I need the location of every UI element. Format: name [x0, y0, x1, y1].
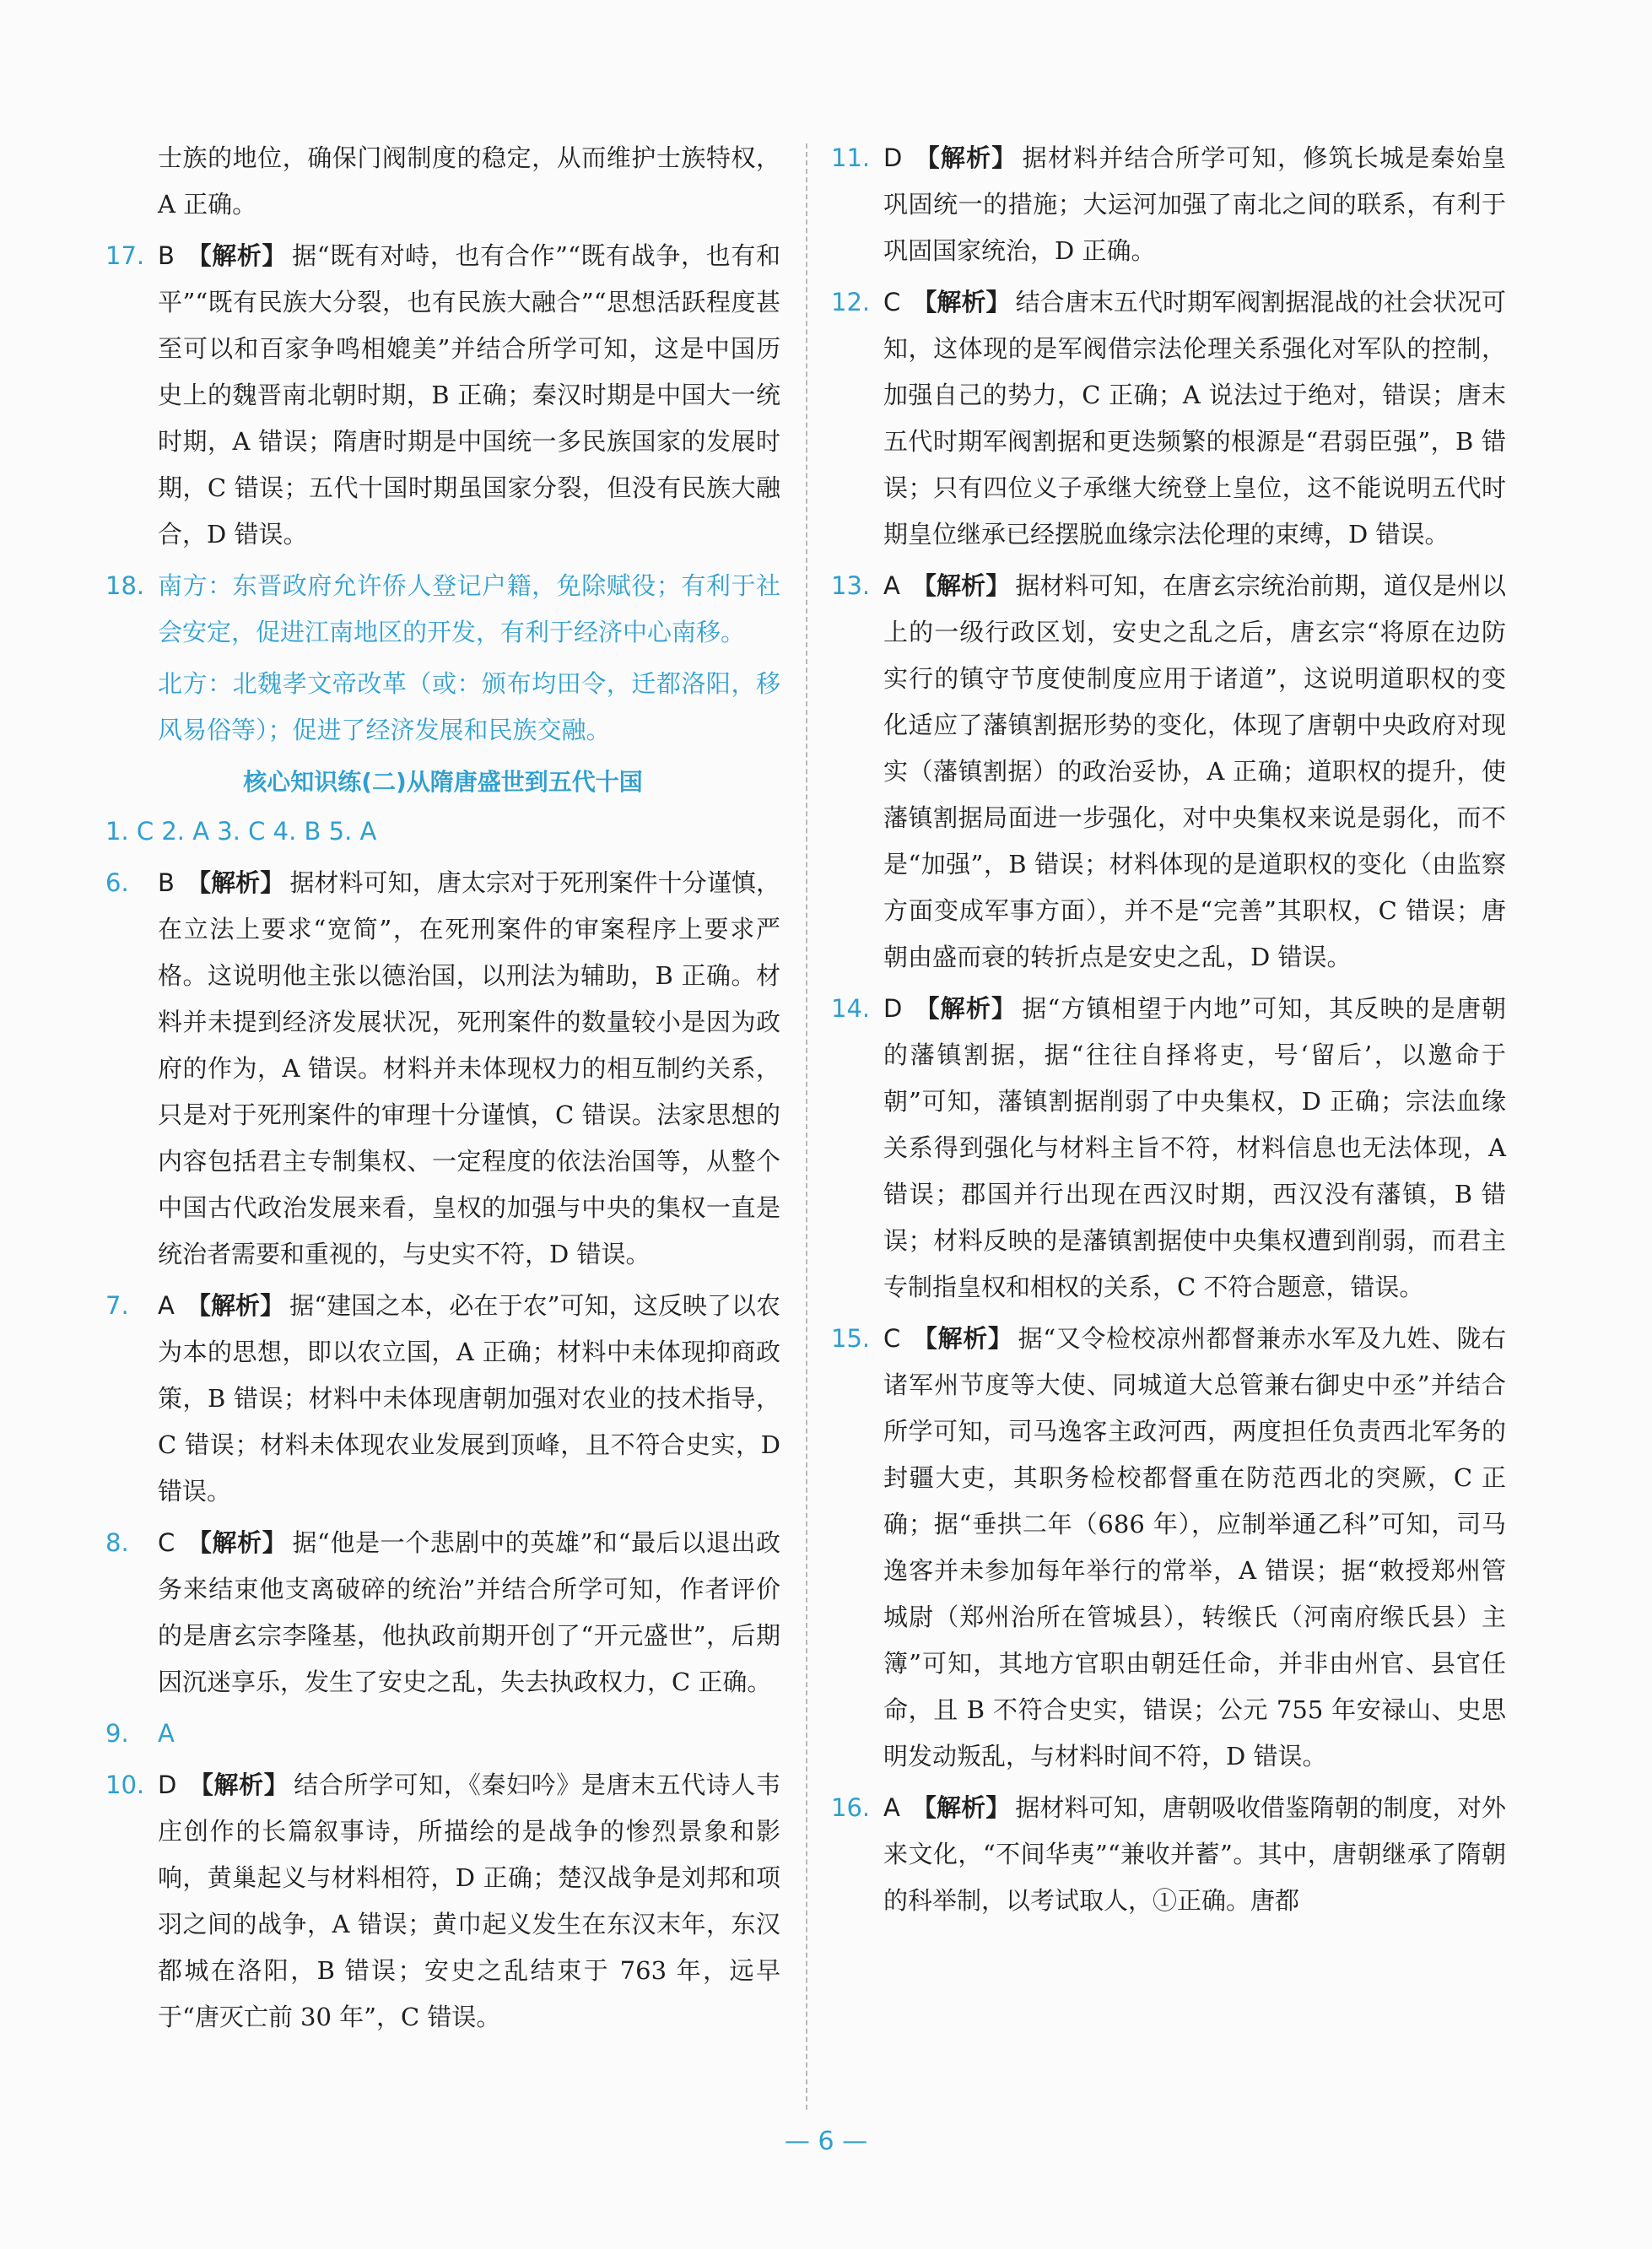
- analysis-tag: 【解析】: [914, 994, 1018, 1023]
- question-11: [831, 135, 1506, 274]
- question-number: 7.: [105, 1291, 129, 1320]
- answer-letter: B: [158, 241, 175, 270]
- question-number: 18.: [105, 571, 145, 600]
- analysis-tag: 【解析】: [186, 241, 288, 270]
- analysis-tag: 【解析】: [912, 288, 1011, 316]
- question-17: [105, 233, 780, 558]
- analysis-tag: 【解析】: [186, 1291, 285, 1320]
- question-number: 9.: [105, 1719, 129, 1748]
- analysis-text: 据材料并结合所学可知，修筑长城是秦始皇巩固统一的措施；大运河加强了南北之间的联系，有利于巩固国家统治，D 正确。: [883, 143, 1506, 265]
- question-10: [105, 1762, 780, 2041]
- question-number: 12.: [831, 288, 871, 316]
- left-column: [105, 135, 780, 2046]
- question-15: [831, 1316, 1506, 1780]
- analysis-text: 据“他是一个悲剧中的英雄”和“最后以退出政务来结束他支离破碎的统治”并结合所学可知，作者评价的是唐玄宗李隆基，他执政前期开创了“开元盛世”，后期因沉迷享乐，发生了安史之乱，失去执政权力，C 正确。: [158, 1528, 780, 1696]
- continued-text: 士族的地位，确保门阀制度的稳定，从而维护士族特权，A 正确。: [158, 143, 780, 219]
- page-number: — 6 —: [784, 2127, 868, 2156]
- analysis-text: 据材料可知，唐朝吸收借鉴隋朝的制度，对外来文化，“不间华夷”“兼收并蓄”。其中，唐朝继承了隋朝的科举制，以考试取人，①正确。唐都: [883, 1793, 1506, 1915]
- analysis-tag: 【解析】: [912, 1324, 1013, 1353]
- analysis-text: 据材料可知，唐太宗对于死刑案件十分谨慎，在立法上要求“宽简”，在死刑案件的审案程序上要求严格。这说明他主张以德治国，以刑法为辅助，B 正确。材料并未提到经济发展状况，死刑案件的数量较小是因为政府的作为，A 错误。材料并未体现权力的相互制约关系，只是对于死刑案件的审理十分谨慎，C 错误。法家思想的内容包括君主专制集权、一定程度的依法治国等，从整个中国古代政治发展来看，皇权的加强与中央的集权一直是统治者需要和重视的，与史实不符，D 错误。: [158, 868, 780, 1268]
- analysis-text: 结合唐末五代时期军阀割据混战的社会状况可知，这体现的是军阀借宗法伦理关系强化对军队的控制，加强自己的势力，C 正确；A 说法过于绝对，错误；唐末五代时期军阀割据和更迭频繁的根源是“君弱臣强”，B 错误；只有四位义子承继大统登上皇位，这不能说明五代时期皇位继承已经摆脱血缘宗法伦理的束缚，D 错误。: [883, 288, 1506, 549]
- answer-letter: B: [158, 868, 175, 897]
- question-13: [831, 563, 1506, 981]
- analysis-tag: 【解析】: [186, 868, 285, 897]
- analysis-text: 据“又令检校凉州都督兼赤水军及九姓、陇右诸军州节度等大使、同城道大总管兼右御史中丞”并结合所学可知，司马逸客主政河西，两度担任负责西北军务的封疆大吏，其职务检校都督重在防范西北的突厥，C 正确；据“垂拱二年（686 年），应制举通乙科”可知，司马逸客并未参加每年举行的常举，A 错误；据“敕授郑州管城尉（郑州治所在管城县），转缑氏（河南府缑氏县）主簿”可知，其地方官职由朝廷任命，并非由州官、县官任命，且 B 不符合史实，错误；公元 755 年安禄山、史思明发动叛乱，与材料时间不符，D 错误。: [883, 1324, 1506, 1771]
- answer-letter: A: [158, 1719, 175, 1748]
- right-column: [831, 135, 1506, 1929]
- section-title: 核心知识练(二)从隋唐盛世到五代十国: [243, 768, 643, 796]
- column-divider: [806, 143, 807, 2110]
- analysis-text: 结合所学可知，《秦妇吟》是唐末五代诗人韦庄创作的长篇叙事诗，所描绘的是战争的惨烈景象和影响，黄巢起义与材料相符，D 正确；楚汉战争是刘邦和项羽之间的战争，A 错误；黄巾起义发生在东汉末年，东汉都城在洛阳，B 错误；安史之乱结束于 763 年，远早于“唐灭亡前 30 年”，C 错误。: [158, 1771, 780, 2031]
- answer-letter: C: [883, 288, 901, 316]
- question-12: [831, 279, 1506, 558]
- question-number: 17.: [105, 241, 145, 270]
- question-9: [105, 1711, 780, 1757]
- analysis-text: 据“方镇相望于内地”可知，其反映的是唐朝的藩镇割据，据“往往自择将吏，号‘留后’，以邀命于朝”可知，藩镇割据削弱了中央集权，D 正确；宗法血缘关系得到强化与材料主旨不符，材料信息也无法体现，A 错误；郡国并行出现在西汉时期，西汉没有藩镇，B 错误；材料反映的是藩镇割据使中央集权遭到削弱，而君主专制指皇权和相权的关系，C 不符合题意，错误。: [883, 994, 1506, 1301]
- question-number: 6.: [105, 868, 129, 897]
- choice-answers-row: 1. C 2. A 3. C 4. B 5. A: [105, 817, 377, 846]
- question-number: 11.: [831, 143, 871, 172]
- answer-letter: A: [883, 1793, 900, 1822]
- question-number: 16.: [831, 1793, 871, 1822]
- analysis-tag: 【解析】: [911, 1793, 1011, 1822]
- question-18: [105, 563, 780, 656]
- question-7: [105, 1283, 780, 1515]
- answer-letter: D: [883, 143, 903, 172]
- answer-letter: C: [158, 1528, 175, 1557]
- answer-south: 南方：东晋政府允许侨人登记户籍，免除赋役；有利于社会安定，促进江南地区的开发，有利于经济中心南移。: [158, 571, 780, 646]
- question-number: 10.: [105, 1771, 145, 1799]
- answer-letter: A: [158, 1291, 175, 1320]
- question-6: [105, 860, 780, 1278]
- answer-letter: C: [883, 1324, 901, 1353]
- analysis-tag: 【解析】: [188, 1771, 289, 1799]
- question-number: 8.: [105, 1528, 129, 1557]
- analysis-tag: 【解析】: [911, 571, 1011, 600]
- answer-letter: D: [883, 994, 903, 1023]
- answer-letter: D: [158, 1771, 177, 1799]
- question-number: 14.: [831, 994, 871, 1023]
- analysis-text: 据“既有对峙，也有合作”“既有战争，也有和平”“既有民族大分裂，也有民族大融合”“思想活跃程度甚至可以和百家争鸣相媲美”并结合所学可知，这是中国历史上的魏晋南北朝时期，B 正确；秦汉时期是中国大一统时期，A 错误；隋唐时期是中国统一多民族国家的发展时期，C 错误；五代十国时期虽国家分裂，但没有民族大融合，D 错误。: [158, 241, 780, 549]
- analysis-tag: 【解析】: [914, 143, 1018, 172]
- question-14: [831, 986, 1506, 1311]
- question-16: [831, 1785, 1506, 1924]
- analysis-text: 据材料可知，在唐玄宗统治前期，道仅是州以上的一级行政区划，安史之乱之后，唐玄宗“将原在边防实行的镇守节度使制度应用于诸道”，这说明道职权的变化适应了藩镇割据形势的变化，体现了唐朝中央政府对现实（藩镇割据）的政治妥协，A 正确；道职权的提升，使藩镇割据局面进一步强化，对中央集权来说是弱化，而不是“加强”，B 错误；材料体现的是道职权的变化（由监察方面变成军事方面），并不是“完善”其职权，C 错误；唐朝由盛而衰的转折点是安史之乱，D 错误。: [883, 571, 1506, 971]
- answer-north: 北方：北魏孝文帝改革（或：颁布均田令，迁都洛阳，移风易俗等）；促进了经济发展和民族交融。: [158, 669, 780, 744]
- analysis-tag: 【解析】: [186, 1528, 288, 1557]
- answer-letter: A: [883, 571, 900, 600]
- question-8: [105, 1520, 780, 1706]
- analysis-text: 据“建国之本，必在于农”可知，这反映了以农为本的思想，即以农立国，A 正确；材料中未体现抑商政策，B 错误；材料中未体现唐朝加强对农业的技术指导，C 错误；材料未体现农业发展到顶峰，且不符合史实，D 错误。: [158, 1291, 780, 1506]
- question-number: 13.: [831, 571, 871, 600]
- question-number: 15.: [831, 1324, 871, 1353]
